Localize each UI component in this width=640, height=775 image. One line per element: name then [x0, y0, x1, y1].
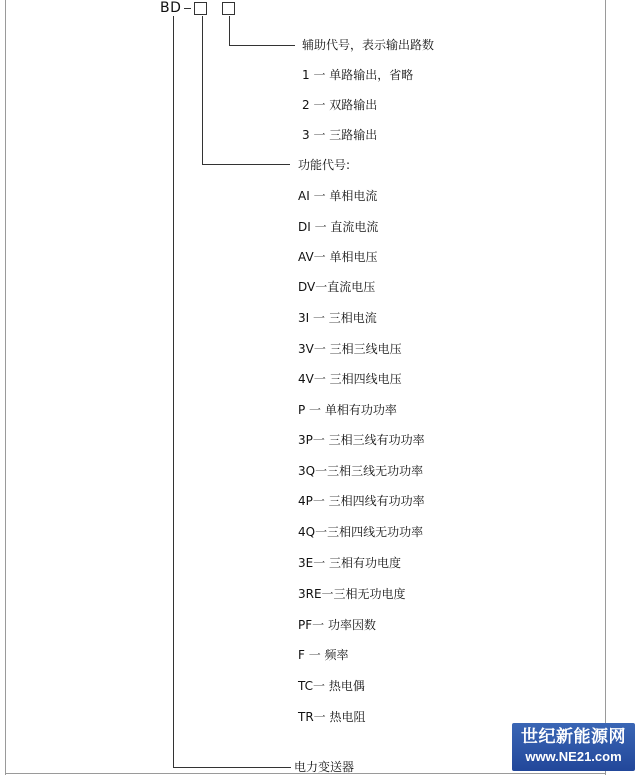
- function-code-item: DI 一 直流电流: [298, 220, 379, 234]
- function-code-item: 3I 一 三相电流: [298, 311, 377, 325]
- function-code-item: AV一 单相电压: [298, 250, 378, 264]
- aux-code-slot: [222, 2, 235, 15]
- function-code-item: DV一直流电压: [298, 280, 376, 294]
- aux-code-connector-horizontal: [229, 45, 295, 46]
- aux-code-item: 3 一 三路输出: [302, 128, 378, 142]
- aux-code-item: 2 一 双路输出: [302, 98, 378, 112]
- function-code-header: 功能代号:: [298, 158, 351, 172]
- aux-code-connector-vertical: [229, 16, 230, 45]
- function-code-slot: [194, 2, 207, 15]
- product-name-connector-horizontal: [173, 767, 291, 768]
- function-code-item: P 一 单相有功功率: [298, 403, 397, 417]
- frame-left-border: [5, 0, 6, 775]
- function-code-item: AI 一 单相电流: [298, 189, 378, 203]
- function-code-item: 3V一 三相三线电压: [298, 342, 402, 356]
- function-code-item: 3RE一三相无功电度: [298, 587, 406, 601]
- product-name-connector-vertical: [173, 16, 174, 767]
- aux-code-header: 辅助代号，表示输出路数: [302, 38, 435, 52]
- aux-code-item: 1 一 单路输出，省略: [302, 68, 414, 82]
- function-code-item: 3Q一三相三线无功功率: [298, 464, 424, 478]
- model-dash: [184, 8, 191, 9]
- function-code-item: F 一 频率: [298, 648, 349, 662]
- model-prefix: BD: [160, 0, 182, 16]
- site-watermark-logo: [512, 723, 635, 771]
- watermark-title: 世纪新能源网: [521, 727, 626, 747]
- function-code-item: TR一 热电阻: [298, 710, 366, 724]
- function-code-item: TC一 热电偶: [298, 679, 365, 693]
- frame-right-border: [605, 0, 606, 775]
- watermark-url: www.NE21.com: [525, 749, 622, 764]
- function-code-item: PF一 功率因数: [298, 618, 376, 632]
- product-name: 电力变送器: [294, 760, 355, 774]
- function-code-connector-vertical: [202, 16, 203, 164]
- function-code-connector-horizontal: [202, 164, 290, 165]
- function-code-item: 4V一 三相四线电压: [298, 372, 402, 386]
- function-code-item: 3P一 三相三线有功功率: [298, 433, 425, 447]
- function-code-item: 3E一 三相有功电度: [298, 556, 402, 570]
- function-code-item: 4P一 三相四线有功功率: [298, 494, 425, 508]
- function-code-item: 4Q一三相四线无功功率: [298, 525, 424, 539]
